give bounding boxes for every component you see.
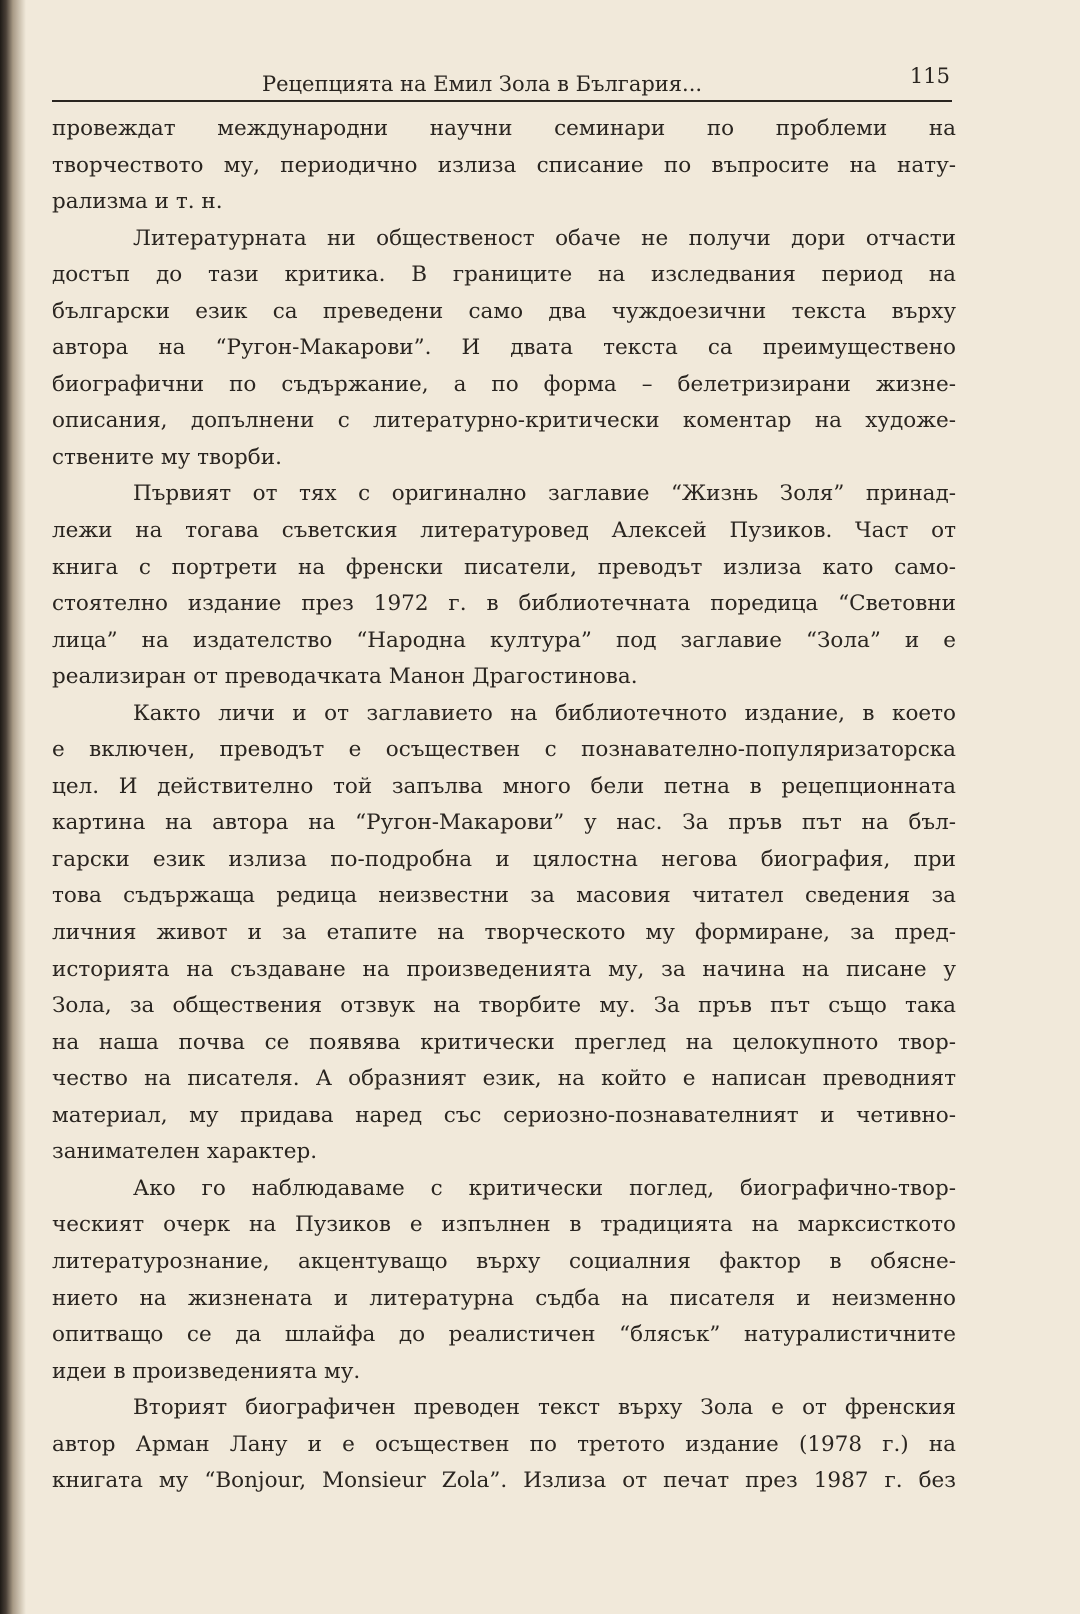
- paragraph-first-line: Литературната ни общественост обаче не получи дори отчасти: [133, 225, 956, 251]
- paragraph-first-line: Вторият биографичен преводен текст върху Зола е от френския: [133, 1395, 956, 1421]
- body-text: [52, 111, 956, 1500]
- text-line: творчеството му, периодично излиза списание по въпросите на нату-: [52, 152, 956, 178]
- paragraph-first-line: Първият от тях с оригинално заглавие “Жизнь Золя” принад-: [133, 481, 956, 507]
- text-line: автор Арман Лану и е осъществен по третото издание (1978 г.) на: [52, 1431, 956, 1457]
- text-line: Зола, за обществения отзвук на творбите му. За пръв път също така: [52, 993, 956, 1019]
- text-line: книгата му “Bonjour, Monsieur Zola”. Излиза от печат през 1987 г. без: [52, 1468, 956, 1494]
- text-line: описания, допълнени с литературно-критически коментар на художе-: [52, 408, 956, 434]
- spine-shadow: [0, 0, 26, 1614]
- text-line: биографични по съдържание, а по форма – белетризирани жизне-: [52, 371, 956, 397]
- text-line: достъп до тази критика. В границите на изследвания период на: [52, 262, 956, 288]
- page-header: [52, 64, 952, 102]
- text-line: занимателен характер.: [52, 1139, 318, 1165]
- text-line: лежи на тогава съветския литературовед Алексей Пузиков. Част от: [52, 518, 956, 544]
- text-line: автора на “Ругон-Макарови”. И двата текста са преимуществено: [52, 335, 956, 361]
- text-line: опитващо се да шлайфа до реалистичен “блясък” натуралистичните: [52, 1322, 956, 1348]
- text-line: на наша почва се появява критически преглед на целокупното твор-: [52, 1029, 956, 1055]
- text-line: стоятелно издание през 1972 г. в библиотечната поредица “Световни: [52, 591, 956, 617]
- paragraph-first-line: Ако го наблюдаваме с критически поглед, биографично-твор-: [133, 1175, 956, 1201]
- text-line: идеи в произведенията му.: [52, 1358, 361, 1384]
- text-line: ческият очерк на Пузиков е изпълнен в традицията на марксисткото: [52, 1212, 956, 1238]
- text-line: лица” на издателство “Народна култура” под заглавие “Зола” и е: [52, 627, 956, 653]
- text-line: ствените му творби.: [52, 444, 282, 470]
- text-line: реализиран от преводачката Манон Драгостинова.: [52, 664, 638, 690]
- text-line: чество на писателя. А образният език, на който е написан преводният: [52, 1066, 956, 1092]
- text-line: цел. И действително той запълва много бели петна в рецепционната: [52, 773, 956, 799]
- paragraph-first-line: Както личи и от заглавието на библиотечното издание, в което: [133, 700, 956, 726]
- text-line: гарски език излиза по-подробна и цялостна негова биография, при: [52, 846, 956, 872]
- running-head: Рецепцията на Емил Зола в България...: [262, 72, 703, 96]
- text-line: български език са преведени само два чуждоезични текста върху: [52, 298, 956, 324]
- text-line: историята на създаване на произведенията му, за начина на писане у: [52, 956, 956, 982]
- text-line: материал, му придава наред със сериозно-познавателният и четивно-: [52, 1102, 956, 1128]
- text-line: книга с портрети на френски писатели, преводът излиза като само-: [52, 554, 956, 580]
- text-line: рализма и т. н.: [52, 189, 223, 215]
- text-line: картина на автора на “Ругон-Макарови” у нас. За пръв път на бъл-: [52, 810, 956, 836]
- text-line: провеждат международни научни семинари по проблеми на: [52, 116, 956, 141]
- text-line: личния живот и за етапите на творческото му формиране, за пред-: [52, 920, 956, 946]
- text-line: литературознание, акцентуващо върху социалния фактор в обясне-: [52, 1248, 956, 1274]
- text-line: това съдържаща редица неизвестни за масовия читател сведения за: [52, 883, 956, 909]
- text-line: нието на жизнената и литературна съдба на писателя и неизменно: [52, 1285, 956, 1311]
- text-line: е включен, преводът е осъществен с познавателно-популяризаторска: [52, 737, 956, 763]
- page-number: 115: [909, 64, 950, 88]
